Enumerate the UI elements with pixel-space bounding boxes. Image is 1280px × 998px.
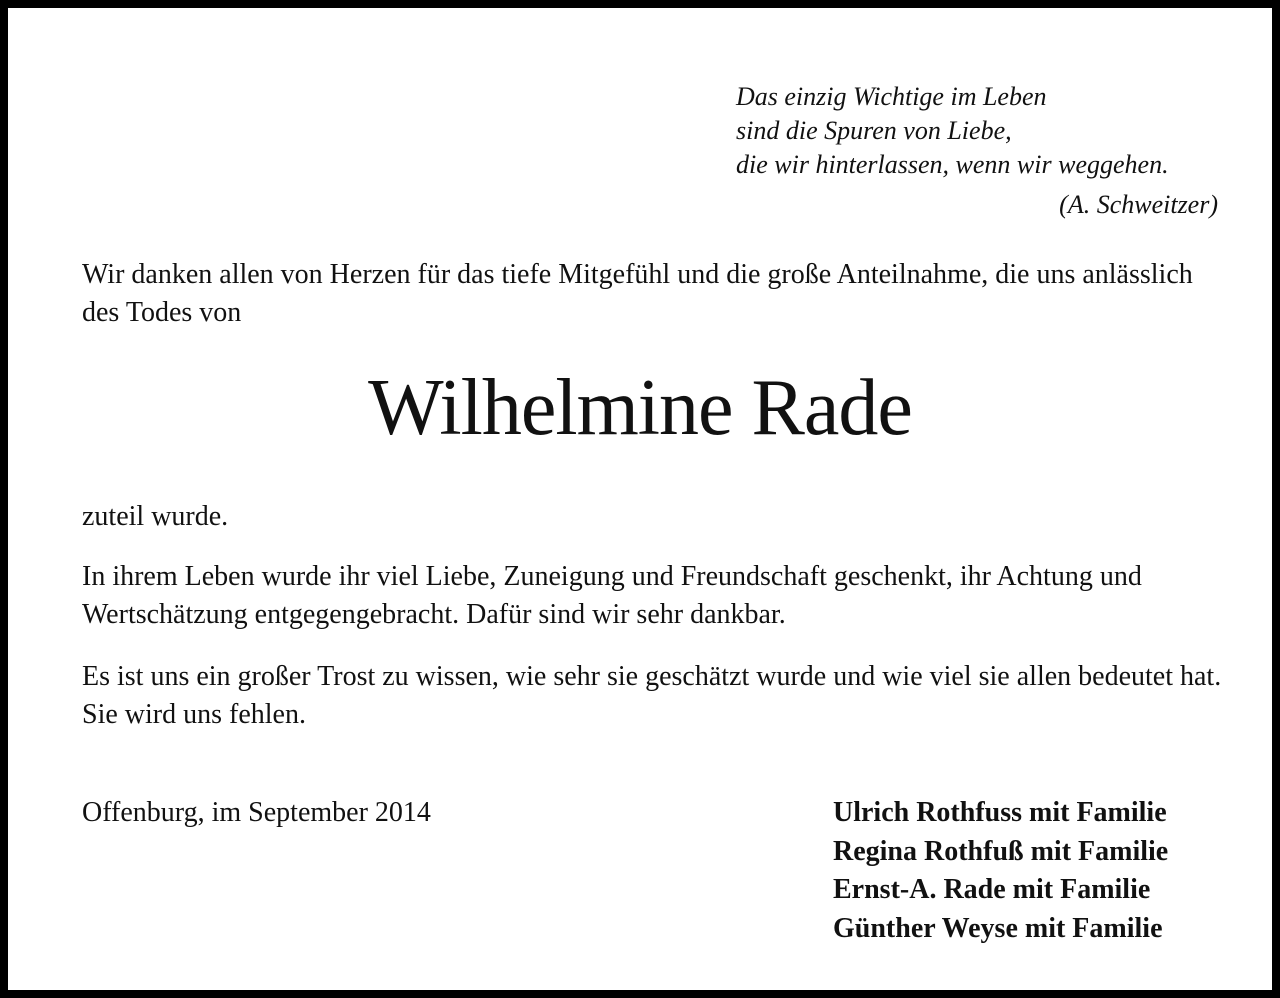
quote-attribution: (A. Schweitzer) (1059, 190, 1218, 219)
signer: Günther Weyse mit Familie (833, 912, 1163, 944)
quote-line: die wir hinterlassen, wenn wir weggehen. (736, 150, 1169, 179)
signer: Regina Rothfuß mit Familie (833, 835, 1169, 867)
quote-line: Das einzig Wichtige im Leben (736, 82, 1047, 111)
comfort-paragraph: Es ist uns ein großer Trost zu wissen, wie sehr sie geschätzt wurde und wie viel sie allen bedeutet hat. Sie wird uns fehlen. (82, 661, 1222, 730)
after-name-text: zuteil wurde. (82, 501, 229, 532)
quote-block (736, 80, 1222, 222)
intro-paragraph: Wir danken allen von Herzen für das tiefe Mitgefühl und die große Anteilnahme, die uns anlässlich des Todes von (82, 259, 1193, 328)
signer: Ernst-A. Rade mit Familie (833, 874, 1151, 905)
quote-line: sind die Spuren von Liebe, (736, 116, 1012, 145)
signer: Ulrich Rothfuss mit Familie (833, 797, 1167, 828)
deceased-name: Wilhelmine Rade (368, 364, 912, 452)
place-date: Offenburg, im September 2014 (82, 797, 431, 828)
signers-list (833, 794, 1168, 948)
life-paragraph: In ihrem Leben wurde ihr viel Liebe, Zuneigung und Freundschaft geschenkt, ihr Achtung und Wertschätzung entgegengebracht. Dafür sind wir sehr dankbar. (82, 561, 1142, 630)
